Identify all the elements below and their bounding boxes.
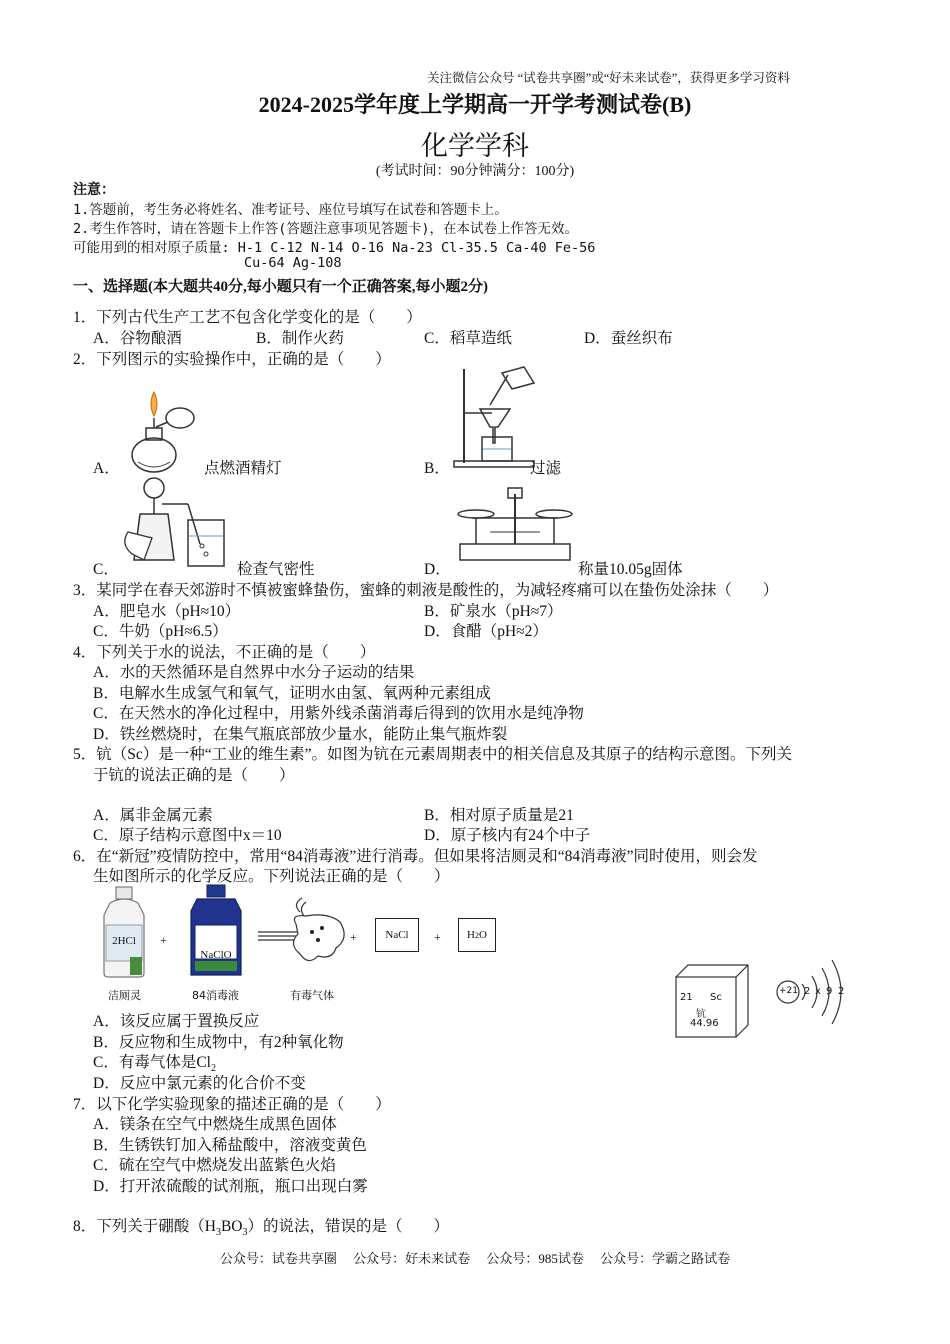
plus-sign-1: + bbox=[160, 933, 167, 947]
q8-stem-mid: BO bbox=[220, 1218, 243, 1235]
plus-sign-3: + bbox=[434, 930, 441, 944]
q4-stem: 4．下列关于水的说法，不正确的是（ ） bbox=[73, 644, 376, 661]
q8-stem-post: ）的说法，错误的是（ ） bbox=[247, 1218, 450, 1235]
q5-stem-line-2: 于钪的说法正确的是（ ） bbox=[93, 767, 295, 784]
q2-option-d-label: D． bbox=[424, 561, 451, 578]
q5-option-a: A．属非金属元素 bbox=[93, 807, 213, 824]
bottle1-label: 洁厕灵 bbox=[108, 989, 141, 1002]
q2-option-c-caption: 检查气密性 bbox=[237, 561, 315, 578]
q7-stem: 7．以下化学实验现象的描述正确的是（ ） bbox=[73, 1096, 391, 1113]
q6-option-b: B．反应物和生成物中，有2种氧化物 bbox=[93, 1034, 344, 1051]
q7-option-c: C．硫在空气中燃烧发出蓝紫色火焰 bbox=[93, 1157, 336, 1174]
bottle2-formula: NaClO bbox=[200, 949, 232, 961]
tile-symbol: Sc bbox=[710, 992, 722, 1003]
q2-stem: 2．下列图示的实验操作中，正确的是（ ） bbox=[73, 351, 391, 368]
balance-figure bbox=[450, 484, 580, 574]
footer-text: 公众号：试卷共享圈 公众号：好未来试卷 公众号：985试卷 公众号：学霸之路试卷 bbox=[219, 1251, 731, 1266]
element-tile-3d bbox=[674, 963, 754, 1043]
alcohol-lamp-figure bbox=[118, 380, 218, 480]
disinfectant-bottle bbox=[187, 885, 245, 980]
product-nacl-text: NaCl bbox=[385, 929, 409, 941]
airtightness-figure bbox=[122, 474, 232, 574]
q7-option-b: B．生锈铁钉加入稀盐酸中，溶液变黄色 bbox=[93, 1137, 367, 1154]
toxic-gas-icon bbox=[288, 894, 348, 974]
q3-option-d: D．食醋（pH≈2） bbox=[424, 623, 548, 640]
q3-stem: 3．某同学在春天郊游时不慎被蜜蜂蛰伤，蜜蜂的刺液是酸性的，为减轻疼痛可以在蛰伤处涂抹（ ） bbox=[73, 582, 779, 599]
q8-sub-1: 3 bbox=[215, 1227, 221, 1239]
section-title: 一、选择题(本大题共40分,每小题只有一个正确答案,每小题2分) bbox=[73, 279, 488, 295]
top-note: 关注微信公众号 “试卷共享圈”或“好未来试卷”，获得更多学习资料 bbox=[427, 71, 790, 85]
q5-stem-line-1: 5．钪（Sc）是一种“工业的维生素”。如图为钪在元素周期表中的相关信息及其原子的结构示意图。下列关 bbox=[73, 746, 793, 763]
atomic-masses: 可能用到的相对原子质量: H-1 C-12 N-14 O-16 Na-23 Cl-35.5 Ca-40 Fe-56 bbox=[73, 240, 596, 256]
q4-option-d: D．铁丝燃烧时，在集气瓶底部放少量水，能防止集气瓶炸裂 bbox=[93, 726, 508, 743]
q3-option-a: A．肥皂水（pH≈10） bbox=[93, 603, 241, 620]
tile-mass: 44.96 bbox=[690, 1018, 719, 1029]
q1-option-b: B．制作火药 bbox=[256, 330, 344, 347]
q3-option-b: B．矿泉水（pH≈7） bbox=[424, 603, 563, 620]
q7-option-d: D．打开浓硫酸的试剂瓶，瓶口出现白雾 bbox=[93, 1178, 368, 1195]
q2-option-c-label: C． bbox=[93, 561, 119, 578]
shell-3-electrons: 9 bbox=[826, 986, 833, 997]
q1-stem: 1．下列古代生产工艺不包含化学变化的是（ ） bbox=[73, 309, 422, 326]
water-h: H bbox=[467, 929, 475, 941]
q7-option-a: A．镁条在空气中燃烧生成黑色固体 bbox=[93, 1116, 337, 1133]
exam-info: (考试时间：90分钟满分：100分) bbox=[375, 164, 575, 179]
q6-stem-line-1: 6．在“新冠”疫情防控中，常用“84消毒液”进行消毒。但如果将洁厕灵和“84消毒液”同时使用，则会发 bbox=[73, 848, 758, 865]
water-sub: 2 bbox=[475, 930, 479, 940]
tile-name: 钪 bbox=[696, 1009, 706, 1020]
notice-line-1: 1.答题前，考生务必将姓名、准考证号、座位号填写在试卷和答题卡上。 bbox=[73, 202, 508, 218]
subject-title: 化学学科 bbox=[421, 131, 529, 162]
q6-stem-line-2: 生如图所示的化学反应。下列说法正确的是（ ） bbox=[93, 868, 450, 885]
q6-option-a: A．该反应属于置换反应 bbox=[93, 1013, 260, 1030]
nucleus-charge: +21 bbox=[779, 986, 798, 996]
shell-1-electrons: 2 bbox=[804, 986, 811, 997]
q4-option-a: A．水的天然循环是自然界中水分子运动的结果 bbox=[93, 664, 415, 681]
q6-option-d: D．反应中氯元素的化合价不变 bbox=[93, 1075, 306, 1092]
q1-option-d: D．蚕丝织布 bbox=[584, 330, 673, 347]
q2-option-d-caption: 称量10.05g固体 bbox=[578, 561, 683, 578]
q4-option-c: C．在天然水的净化过程中，用紫外线杀菌消毒后得到的饮用水是纯净物 bbox=[93, 705, 584, 722]
product-nacl bbox=[375, 918, 419, 952]
q5-option-d: D．原子核内有24个中子 bbox=[424, 827, 591, 844]
shell-4-electrons: 2 bbox=[838, 986, 845, 997]
q1-option-c: C．稻草造纸 bbox=[424, 330, 512, 347]
q4-option-b: B．电解水生成氢气和氧气，证明水由氢、氧两种元素组成 bbox=[93, 685, 491, 702]
atomic-masses-cont: Cu-64 Ag-108 bbox=[244, 255, 342, 271]
q2-option-a-label: A． bbox=[93, 460, 120, 477]
q3-option-c: C．牛奶（pH≈6.5） bbox=[93, 623, 228, 640]
plus-sign-2: + bbox=[350, 930, 357, 944]
q8-sub-2: 3 bbox=[242, 1227, 248, 1239]
water-o: O bbox=[479, 929, 487, 941]
q8-stem-pre: 8．下列关于硼酸（H bbox=[73, 1218, 216, 1235]
shell-2-electrons: x bbox=[815, 986, 821, 997]
tile-atomic-number: 21 bbox=[680, 992, 693, 1003]
q1-option-a: A．谷物酿酒 bbox=[93, 330, 182, 347]
q8-stem bbox=[73, 1214, 449, 1238]
exam-title: 2024-2025学年度上学期高一开学考测试卷(B) bbox=[258, 92, 692, 117]
bottle1-formula: 2HCl bbox=[112, 935, 136, 947]
notice-label: 注意： bbox=[73, 183, 115, 198]
q5-option-c: C．原子结构示意图中x＝10 bbox=[93, 827, 282, 844]
q2-option-b-caption: 过滤 bbox=[530, 460, 562, 477]
gas-label: 有毒气体 bbox=[290, 989, 334, 1002]
q5-option-b: B．相对原子质量是21 bbox=[424, 807, 574, 824]
bottle2-label: 84消毒液 bbox=[192, 989, 239, 1002]
notice-line-2: 2.考生作答时，请在答题卡上作答(答题注意事项见答题卡)，在本试卷上作答无效。 bbox=[73, 221, 579, 237]
toilet-cleaner-bottle bbox=[100, 885, 150, 980]
q2-option-a-caption: 点燃酒精灯 bbox=[204, 460, 282, 477]
q2-option-b-label: B． bbox=[424, 460, 450, 477]
q6-option-c-text: C．有毒气体是Cl bbox=[93, 1054, 211, 1071]
product-water bbox=[458, 918, 496, 952]
q6-option-c-sub: 2 bbox=[210, 1063, 216, 1075]
